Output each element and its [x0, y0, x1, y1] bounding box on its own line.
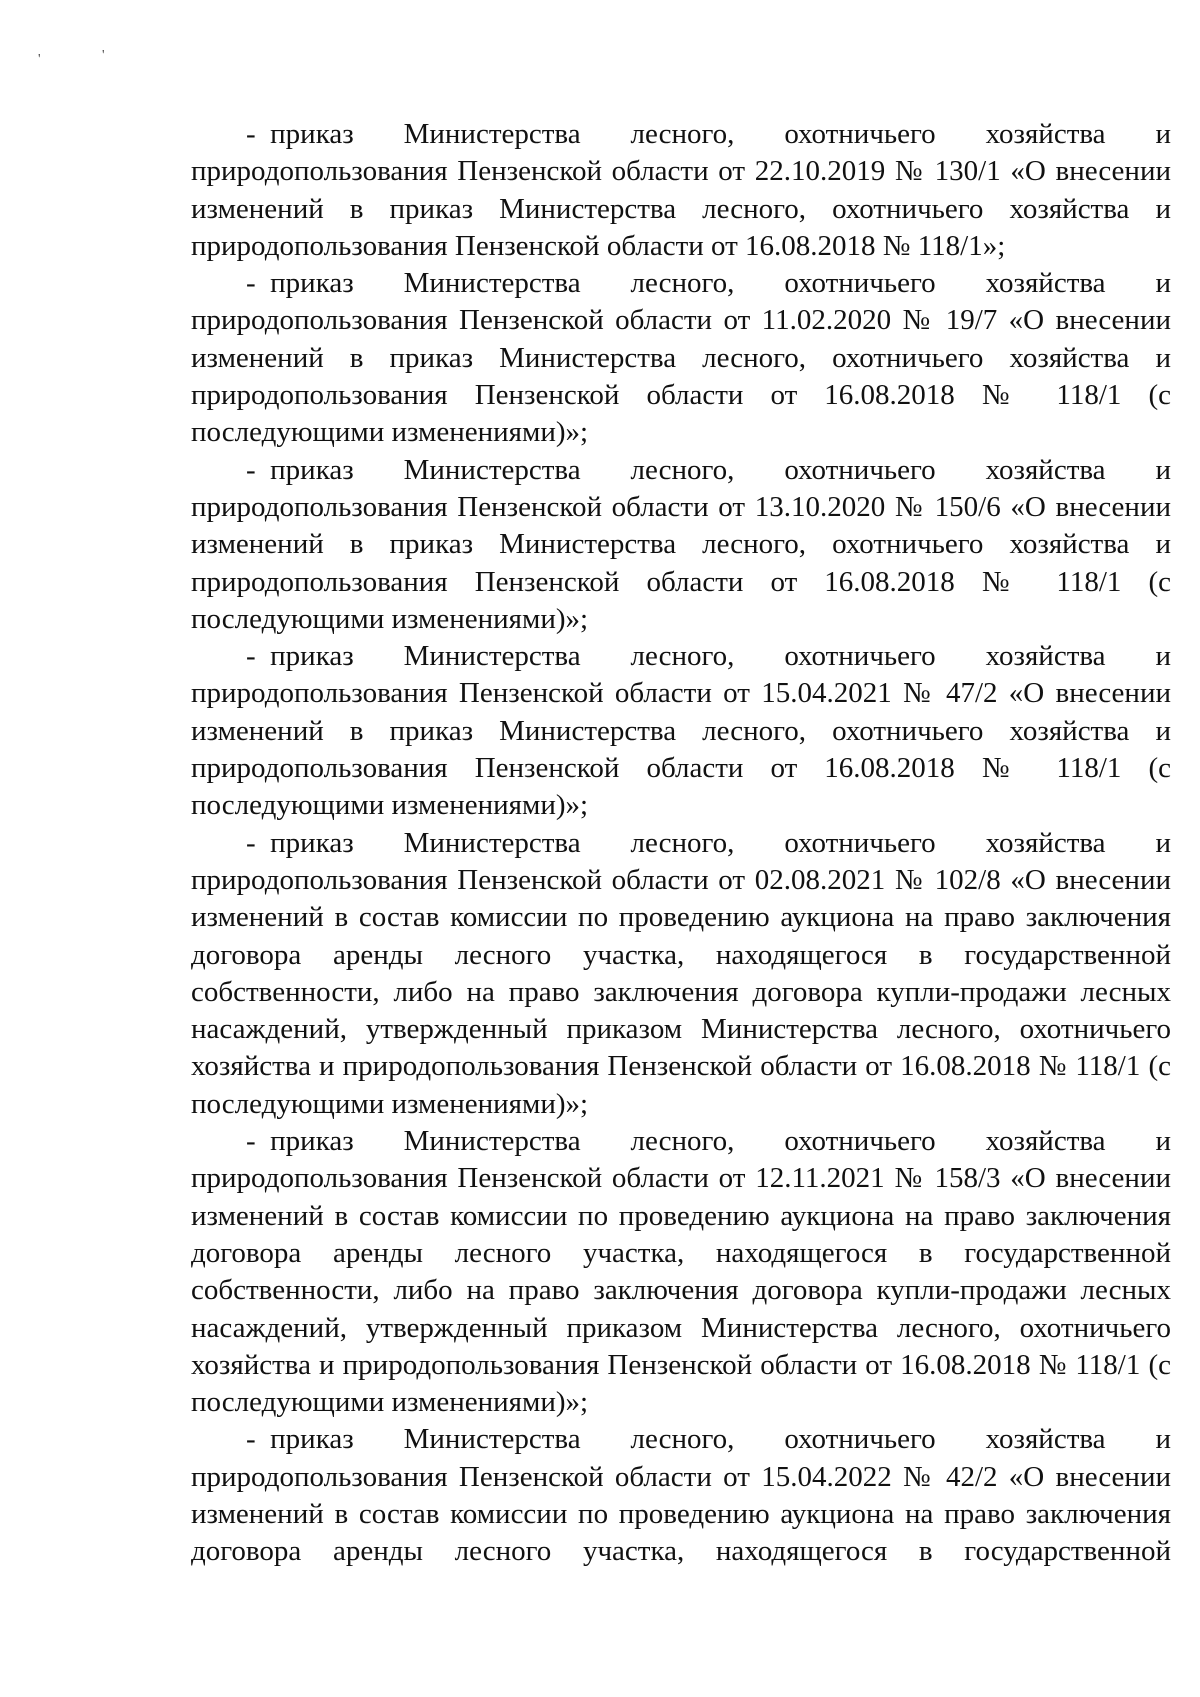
- list-item: [191, 452, 1171, 638]
- scan-dot: ': [102, 48, 105, 63]
- list-item-first-line: - приказ Министерства лесного, охотничьего хозяйства и: [246, 640, 1171, 673]
- list-item: [191, 1123, 1171, 1421]
- list-item-first-line: - приказ Министерства лесного, охотничьего хозяйства и: [246, 826, 1171, 859]
- list-item-first-line: - приказ Министерства лесного, охотничьего хозяйства и: [246, 267, 1171, 300]
- text-line: договора аренды лесного участка, находящегося в государственной: [191, 1236, 1171, 1269]
- text-line: природопользования Пензенской области от 15.04.2022 № 42/2 «О внесении: [191, 1460, 1171, 1493]
- text-line: договора аренды лесного участка, находящегося в государственной: [191, 938, 1171, 971]
- text-line: природопользования Пензенской области от 12.11.2021 № 158/3 «О внесении: [191, 1162, 1171, 1195]
- list-item: [191, 825, 1171, 1123]
- text-line: природопользования Пензенской области от 16.08.2018 № 118/1 (с: [191, 565, 1171, 598]
- text-line: насаждений, утвержденный приказом Министерства лесного, охотничьего: [191, 1013, 1171, 1046]
- text-line: собственности, либо на право заключения договора купли-продажи лесных: [191, 1274, 1171, 1307]
- text-line: природопользования Пензенской области от 11.02.2020 № 19/7 «О внесении: [191, 304, 1171, 337]
- text-line: изменений в состав комиссии по проведению аукциона на право заключения: [191, 1199, 1171, 1232]
- text-line: природопользования Пензенской области от 13.10.2020 № 150/6 «О внесении: [191, 490, 1171, 523]
- text-line: изменений в состав комиссии по проведению аукциона на право заключения: [191, 1497, 1171, 1530]
- text-line: природопользования Пензенской области от 16.08.2018 № 118/1 (с: [191, 379, 1171, 412]
- text-line: хозяйства и природопользования Пензенской области от 16.08.2018 № 118/1 (с: [191, 1050, 1171, 1083]
- text-line: природопользования Пензенской области от 16.08.2018 № 118/1»;: [191, 229, 1006, 262]
- text-line: изменений в приказ Министерства лесного, охотничьего хозяйства и: [191, 192, 1171, 225]
- text-line: последующими изменениями)»;: [191, 1386, 589, 1419]
- text-line: изменений в приказ Министерства лесного, охотничьего хозяйства и: [191, 341, 1171, 374]
- text-line: хозяйства и природопользования Пензенской области от 16.08.2018 № 118/1 (с: [191, 1348, 1171, 1381]
- list-item: [191, 265, 1171, 451]
- list-item: [191, 116, 1171, 265]
- list-item-first-line: - приказ Министерства лесного, охотничьего хозяйства и: [246, 1423, 1171, 1456]
- text-line: природопользования Пензенской области от 22.10.2019 № 130/1 «О внесении: [191, 155, 1171, 188]
- list-item-first-line: - приказ Министерства лесного, охотничьего хозяйства и: [246, 1125, 1171, 1158]
- text-line: природопользования Пензенской области от 16.08.2018 № 118/1 (с: [191, 752, 1171, 785]
- list-item-first-line: - приказ Министерства лесного, охотничьего хозяйства и: [246, 118, 1171, 150]
- text-line: изменений в приказ Министерства лесного, охотничьего хозяйства и: [191, 528, 1171, 561]
- text-line: природопользования Пензенской области от 02.08.2021 № 102/8 «О внесении: [191, 863, 1171, 896]
- text-line: природопользования Пензенской области от 15.04.2021 № 47/2 «О внесении: [191, 677, 1171, 710]
- text-line: последующими изменениями)»;: [191, 789, 589, 822]
- text-line: последующими изменениями)»;: [191, 602, 589, 635]
- text-line: насаждений, утвержденный приказом Министерства лесного, охотничьего: [191, 1311, 1171, 1344]
- document-body: [191, 116, 1171, 1571]
- scan-dot: ': [38, 52, 41, 67]
- list-item: [191, 1421, 1171, 1570]
- text-line: изменений в состав комиссии по проведению аукциона на право заключения: [191, 901, 1171, 934]
- text-line: последующими изменениями)»;: [191, 1087, 589, 1120]
- text-line: последующими изменениями)»;: [191, 416, 589, 449]
- list-item: [191, 638, 1171, 824]
- text-line: изменений в приказ Министерства лесного, охотничьего хозяйства и: [191, 714, 1171, 747]
- list-item-first-line: - приказ Министерства лесного, охотничьего хозяйства и: [246, 453, 1171, 486]
- text-line: договора аренды лесного участка, находящегося в государственной: [191, 1535, 1171, 1568]
- text-line: собственности, либо на право заключения договора купли-продажи лесных: [191, 975, 1171, 1008]
